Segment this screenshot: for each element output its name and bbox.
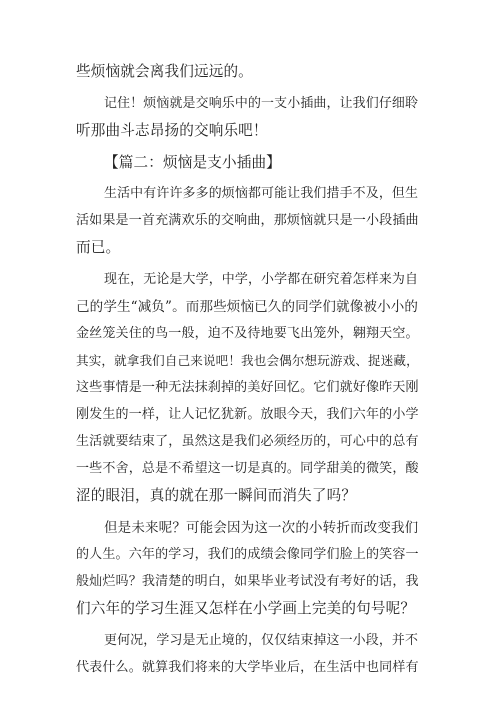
- text-line: 生活中有许许多多的烦恼都可能让我们措手不及，但生: [104, 186, 419, 201]
- text-line: 而已。: [76, 239, 121, 256]
- text-line: 其实，就拿我们自己来说吧！我也会偶尔想玩游戏、捉迷藏，: [76, 353, 419, 368]
- text-line: 刚发生的一样，让人记忆犹新。放眼今天，我们六年的小学: [76, 407, 419, 422]
- text-line: 这些事情是一种无法抹刹掉的美好回忆。它们就好像昨天刚: [76, 380, 419, 395]
- text-line: 涩的眼泪，真的就在那一瞬间而消失了吗？: [76, 487, 357, 504]
- text-line: 己的学生“减负”。而那些烦恼已久的同学们就像被小小的: [76, 299, 419, 315]
- text-line: 的人生。六年的学习，我们的成绩会像同学们脸上的笑容一: [76, 547, 419, 562]
- text-line: 现在，无论是大学，中学，小学都在研究着怎样来为自: [104, 272, 419, 287]
- text-line: 一些不舍，总是不希望这一切是真的。同学甜美的微笑，酸: [76, 461, 419, 476]
- text-line: 代表什么。就算我们将来的大学毕业后，在生活中也同样有: [76, 660, 419, 675]
- text-line: 般灿烂吗？我清楚的明白，如果毕业考试没有考好的话，我: [76, 574, 419, 589]
- text-line: 们六年的学习生涯又怎样在小学画上完美的句号呢？: [76, 600, 416, 617]
- text-line: 但是未来呢？可能会因为这一次的小转折而改变我们: [104, 520, 419, 536]
- text-line: 生活就要结束了，虽然这是我们必须经历的，可心中的总有: [76, 434, 419, 449]
- text-line: 些烦恼就会离我们远远的。: [76, 63, 253, 80]
- text-line: 听那曲斗志昂扬的交响乐吧！: [76, 122, 268, 139]
- section-heading: 【篇二：烦恼是支小插曲】: [104, 154, 281, 171]
- text-line: 金丝笼关住的鸟一般，迫不及待地要飞出笼外，翱翔天空。: [76, 326, 419, 341]
- text-line: 记住！烦恼就是交响乐中的一支小插曲，让我们仔细聆: [104, 96, 419, 111]
- text-line: 更何况，学习是无止境的，仅仅结束掉这一小段，并不: [104, 633, 419, 648]
- text-line: 活如果是一首充满欢乐的交响曲，那烦恼就只是一小段插曲: [76, 213, 419, 228]
